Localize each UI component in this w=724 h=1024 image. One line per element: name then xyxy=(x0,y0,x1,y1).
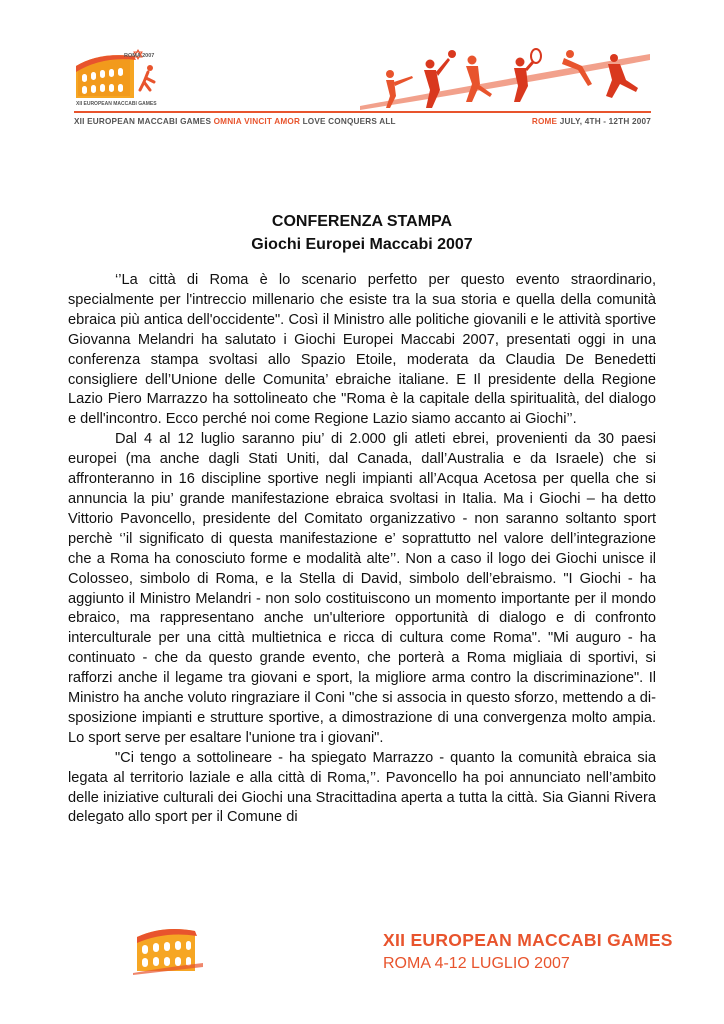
header-band xyxy=(74,115,651,128)
footer-colosseum-logo xyxy=(133,923,203,975)
header-games-name: XII EUROPEAN MACCABI GAMES xyxy=(74,117,212,126)
article-body xyxy=(68,271,656,828)
title-games-name: Giochi Europei Maccabi 2007 xyxy=(251,236,473,253)
maccabi-games-logo xyxy=(74,46,174,108)
header-motto-latin: OMNIA VINCIT AMOR xyxy=(213,117,301,126)
paragraph-1: ‘’La città di Roma è lo scenario perfetto per questo evento straordinario, specialmente per l'intreccio millenario che esiste tra la sua storia e quella della comunità ebraica più antica dell'occidente". Così il Ministro alle politiche giovanili e le attività sportive Giovanna Melandri ha salutato i Giochi Europei Maccabi 2007, presentati oggi in una conferenza stampa svoltasi allo Spazio Etoile, moderata da Claudia De Benedetti consigliere dell’Unione delle Comunita’ ebraiche italiane. E Il presidente della Regione Lazio Piero Marrazzo ha sottolineato che "Roma è la capitale della spiritualità, del dialogo e dell'incontro. Ecco perché noi come Regione Lazio siamo accanto ai Giochi’’. xyxy=(68,272,656,428)
header-city: ROME xyxy=(531,117,558,126)
document-title xyxy=(68,210,656,256)
header-event-dates xyxy=(532,117,651,126)
footer-title: XII EUROPEAN MACCABI GAMES xyxy=(383,930,673,950)
footer-subtitle: ROMA 4-12 LUGLIO 2007 xyxy=(383,955,570,972)
header-divider xyxy=(74,111,651,113)
header-dates: JULY, 4TH - 12TH 2007 xyxy=(559,117,651,126)
header-motto xyxy=(74,117,396,126)
footer-event-info xyxy=(383,930,673,973)
logo-roma-2007-text: ROMA 2007 xyxy=(124,53,155,59)
paragraph-2: Dal 4 al 12 luglio saranno piu’ di 2.000 gli atleti ebrei, provenienti da 30 paesi europei (ma anche dagli Stati Uniti, dal Canada, dall’Australia e da Israele) che si affronteranno in 16 discipline sportive negli impianti all’Acqua Acetosa per quella che si annuncia la piu’ grande manifestazione ebraica svoltasi in Italia. Ma i Giochi – ha detto Vittorio Pavoncello, presidente del Comitato organizzativo - non saranno soltanto sport perchè ‘’il significato di questa manifestazione e’ soprattutto nel valore dell’integrazione che a Roma ha conosciuto forme e modalità alte’’. Non a caso il logo dei Giochi unisce il Colosseo, simbolo di Roma, e la Stella di David, simbolo dell’ebraismo. "I Giochi - ha aggiunto il Ministro Melandri - non solo costituiscono un momento importante per il mondo ebraico, ma rappresentano anche un'ulteriore opportunità di dialogo e di confronto interculturale per una città multietnica e ricca di cultura come Roma". "Mi auguro - ha continuato - che da questo grande evento, che porterà a Roma migliaia di sportivi, si rafforzi anche il legame tra giovani e sport, la migliore arma contro la discriminazione". Il Ministro ha anche voluto ringraziare il Coni "che si associa in questo sforzo, mettendo a disposizione impianti e strutture sportive, a dimostrazione di una convergenza molto ampia. Lo sport serve per esaltare l'unione tra i giovani". xyxy=(68,431,656,746)
header-athletes-illustration xyxy=(360,40,650,110)
header-motto-english: LOVE CONQUERS ALL xyxy=(302,117,396,126)
title-press-conference: CONFERENZA STAMPA xyxy=(271,213,453,230)
paragraph-3: "Ci tengo a sottolineare - ha spiegato Marrazzo - quanto la comunità ebraica sia legata al territorio laziale e alla città di Roma,’’. Pavoncello ha poi annunciato nell’ambito delle iniziative culturali dei Giochi una Stracittadina aperta a tutta la città. Sia Gianni Rivera delegato allo sport per il Comune di xyxy=(68,749,656,826)
logo-games-text: XII EUROPEAN MACCABI GAMES xyxy=(76,101,157,107)
